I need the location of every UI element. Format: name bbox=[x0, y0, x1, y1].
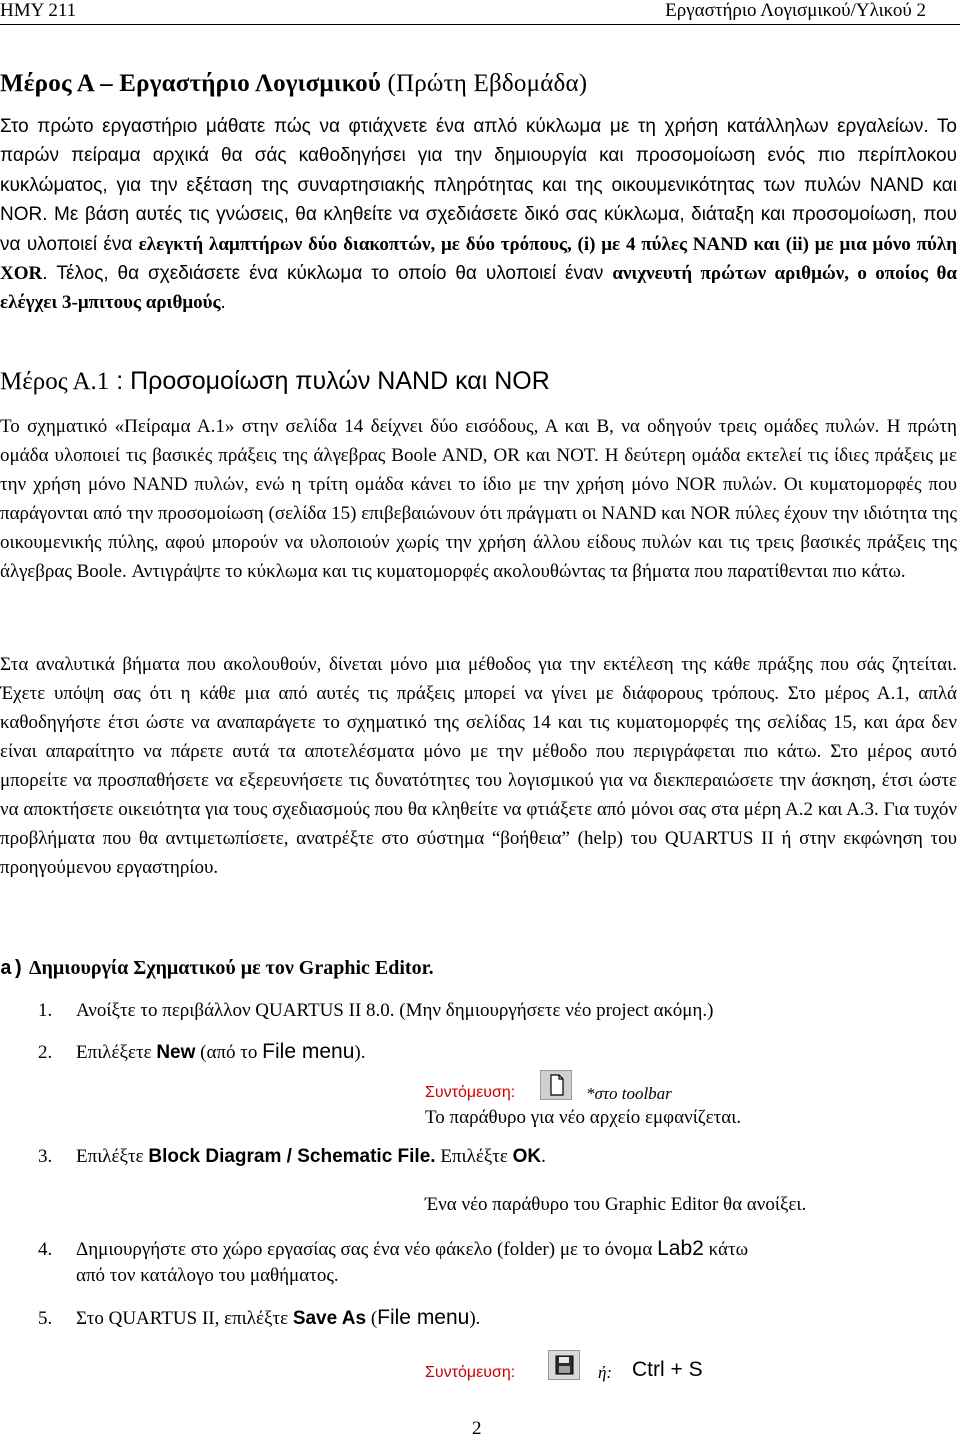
intro-text-2: . Τέλος, θα σχεδιάσετε ένα κύκλωμα το οποίο θα υλοποιεί έναν bbox=[42, 263, 613, 285]
step-2 bbox=[38, 1040, 365, 1064]
section-a-prefix: a) bbox=[0, 958, 25, 981]
new-file-icon bbox=[540, 1070, 572, 1100]
step-4 bbox=[38, 1237, 748, 1261]
intro-paragraph bbox=[0, 112, 957, 318]
section-a-title: Δημιουργία Σχηματικού με τον Graphic Editor. bbox=[24, 957, 434, 979]
step-1 bbox=[38, 1000, 713, 1022]
step-3-result: Ένα νέο παράθυρο του Graphic Editor θα ανοίξει. bbox=[425, 1194, 807, 1215]
step-5 bbox=[38, 1306, 480, 1330]
subsection-label: Μέρος Α.1 bbox=[0, 368, 110, 395]
paragraph-steps-intro: Στα αναλυτικά βήματα που ακολουθούν, δίνεται μόνο μια μέθοδος για την εκτέλεση της κάθε πράξης που σάς ζητείται. Έχετε υπόψη σας ότι η κάθε μια από αυτές τις πράξεις μπορεί να γίνει με διάφορους τρόπους. Στο μέρος Α.1, απλά καθοδηγήστε έτσι ώστε να αναπαράγετε το σχηματικό της σελίδας 14 και τις κυματομορφές της σελίδας 15, και άρα δεν είναι απαραίτητο να πάρετε αυτά τα αποτελέσματα μόνο με την μέθοδο που περιγράφεται πιο κάτω. Στο μέρος αυτό μπορείτε να προσπαθήσετε να εξερευνήσετε τις δυνατότητες του λογισμικού για να διεκπεραιώσετε την άσκηση, έτσι ώστε να αποκτήσετε οικειότητα για τους σχεδιασμούς που θα κληθείτε να φτιάξετε από μόνοι σας στα μέρη Α.2 και Α.3. Για τυχόν προβλήματα που θα αντιμετωπίσετε, ανατρέξτε στο σύστημα “βοήθεια” (help) του QUARTUS II ή στην εκφώνηση του προηγούμενου εργαστηρίου. bbox=[0, 654, 957, 878]
command-save-as: Save As bbox=[292, 1308, 367, 1329]
intro-bold-1: ελεγκτή λαμπτήρων δύο διακοπτών, με δύο τρόπους, (i) με 4 πύλες NAND και (ii) με μια μόνο πύλη XOR bbox=[0, 233, 958, 285]
command-new: New bbox=[156, 1042, 196, 1063]
header-rule bbox=[0, 24, 960, 25]
step-4-line2: από τον κατάλογο του μαθήματος. bbox=[76, 1265, 339, 1286]
subsection-heading bbox=[0, 367, 550, 396]
page-title-main: Μέρος Α – Εργαστήριο Λογισμικού bbox=[0, 70, 381, 97]
command-block-diagram: Block Diagram / Schematic File. bbox=[148, 1146, 436, 1167]
step-3 bbox=[38, 1146, 546, 1168]
step-text: Επιλέξτε bbox=[76, 1146, 149, 1167]
step-text: . bbox=[541, 1146, 546, 1167]
page-title-paren: (Πρώτη Εβδομάδα) bbox=[387, 70, 588, 97]
step-number: 2. bbox=[38, 1042, 53, 1063]
step-number: 4. bbox=[38, 1239, 53, 1260]
step-text: Δημιουργήστε στο χώρο εργασίας σας ένα νέο φάκελο (folder) με το όνομα bbox=[76, 1239, 658, 1260]
step-text: (από το bbox=[195, 1042, 263, 1063]
step-text: Επιλέξτε bbox=[435, 1146, 513, 1167]
menu-reference: File menu bbox=[262, 1040, 355, 1063]
menu-reference: File menu bbox=[377, 1306, 470, 1329]
folder-name: Lab2 bbox=[657, 1237, 704, 1260]
shortcut-keys: Ctrl + S bbox=[632, 1358, 703, 1381]
section-a-heading bbox=[0, 957, 434, 981]
step-text: ( bbox=[366, 1308, 378, 1329]
intro-bold-2: ανιχνευτή πρώτων αριθμών, ο οποίος θα ελέγχει 3-μπιτους αριθμούς bbox=[0, 263, 957, 314]
command-ok: OK bbox=[512, 1146, 542, 1167]
subsection-title: : Προσομοίωση πυλών NAND και NOR bbox=[109, 367, 550, 395]
shortcut-or: ή: bbox=[598, 1363, 613, 1382]
step-number: 5. bbox=[38, 1308, 53, 1329]
step-text: Επιλέξετε bbox=[76, 1042, 157, 1063]
save-floppy-icon bbox=[548, 1350, 580, 1380]
step-text: Στο QUARTUS II, επιλέξτε bbox=[76, 1308, 293, 1329]
step-text: ). bbox=[354, 1042, 366, 1063]
intro-text-1: Στο πρώτο εργαστήριο μάθατε πώς να φτιάχνετε ένα απλό κύκλωμα με τη χρήση κατάλληλων εργαλείων. Το παρών πείραμα αρχικά θα σάς καθοδηγήσει για την δημιουργία και προσομοίωση ενός πιο περίπλοκου κυκλώματος, για την εξέταση της συναρτησιακής πληρότητας και της οικουμενικότητας των πυλών NAND και NOR. Με βάση αυτές τις γνώσεις, θα κληθείτε να σχεδιάσετε δικό σας κύκλωμα, διάταξη και προσομοίωση, που να υλοποιεί ένα bbox=[0, 116, 957, 255]
paragraph-experiment: Το σχηματικό «Πείραμα Α.1» στην σελίδα 14 δείχνει δύο εισόδους, Α και Β, να οδηγούν τρεις ομάδες πυλών. Η πρώτη ομάδα υλοποιεί τις βασικές πράξεις της άλγεβρας Boole AND, OR και NOT. Η δεύτερη ομάδα εκτελεί τις ίδιες πράξεις με την χρήση μόνο NAND πυλών, ενώ η τρίτη ομάδα κάνει το ίδιο με την χρήση μόνο NOR πυλών. Οι κυματομορφές που παράγονται από την προσομοίωση (σελίδα 15) επιβεβαιώνουν ότι πράγματι οι NAND και NOR πύλες έχουν την ιδιότητα της οικουμενικής πύλης, αφού μπορούν να υλοποιούν χωρίς την χρήση άλλου είδους πυλών και τις τρεις βασικές πράξεις της άλγεβρας Boole. Αντιγράψτε το κύκλωμα και τις κυματομορφές ακολουθώντας τα βήματα που παρατίθενται πιο κάτω. bbox=[0, 416, 957, 582]
step-text: κάτω bbox=[703, 1239, 749, 1260]
shortcut-result: Το παράθυρο για νέο αρχείο εμφανίζεται. bbox=[425, 1107, 742, 1128]
step-text: Ανοίξτε το περιβάλλον QUARTUS II 8.0. (Μην δημιουργήσετε νέο project ακόμη.) bbox=[76, 1000, 714, 1021]
header-lab-title: Εργαστήριο Λογισμικού/Υλικού 2 bbox=[665, 0, 926, 21]
page-number: 2 bbox=[472, 1418, 482, 1439]
intro-text-3: . bbox=[220, 292, 226, 314]
page-title bbox=[0, 70, 587, 98]
shortcut-label-2: Συντόμευση: bbox=[425, 1364, 516, 1381]
shortcut-note: *στο toolbar bbox=[586, 1084, 672, 1103]
step-number: 3. bbox=[38, 1146, 53, 1167]
step-text: ). bbox=[469, 1308, 481, 1329]
shortcut-label: Συντόμευση: bbox=[425, 1084, 516, 1101]
header-course: HMY 211 bbox=[0, 0, 77, 21]
step-number: 1. bbox=[38, 1000, 53, 1021]
